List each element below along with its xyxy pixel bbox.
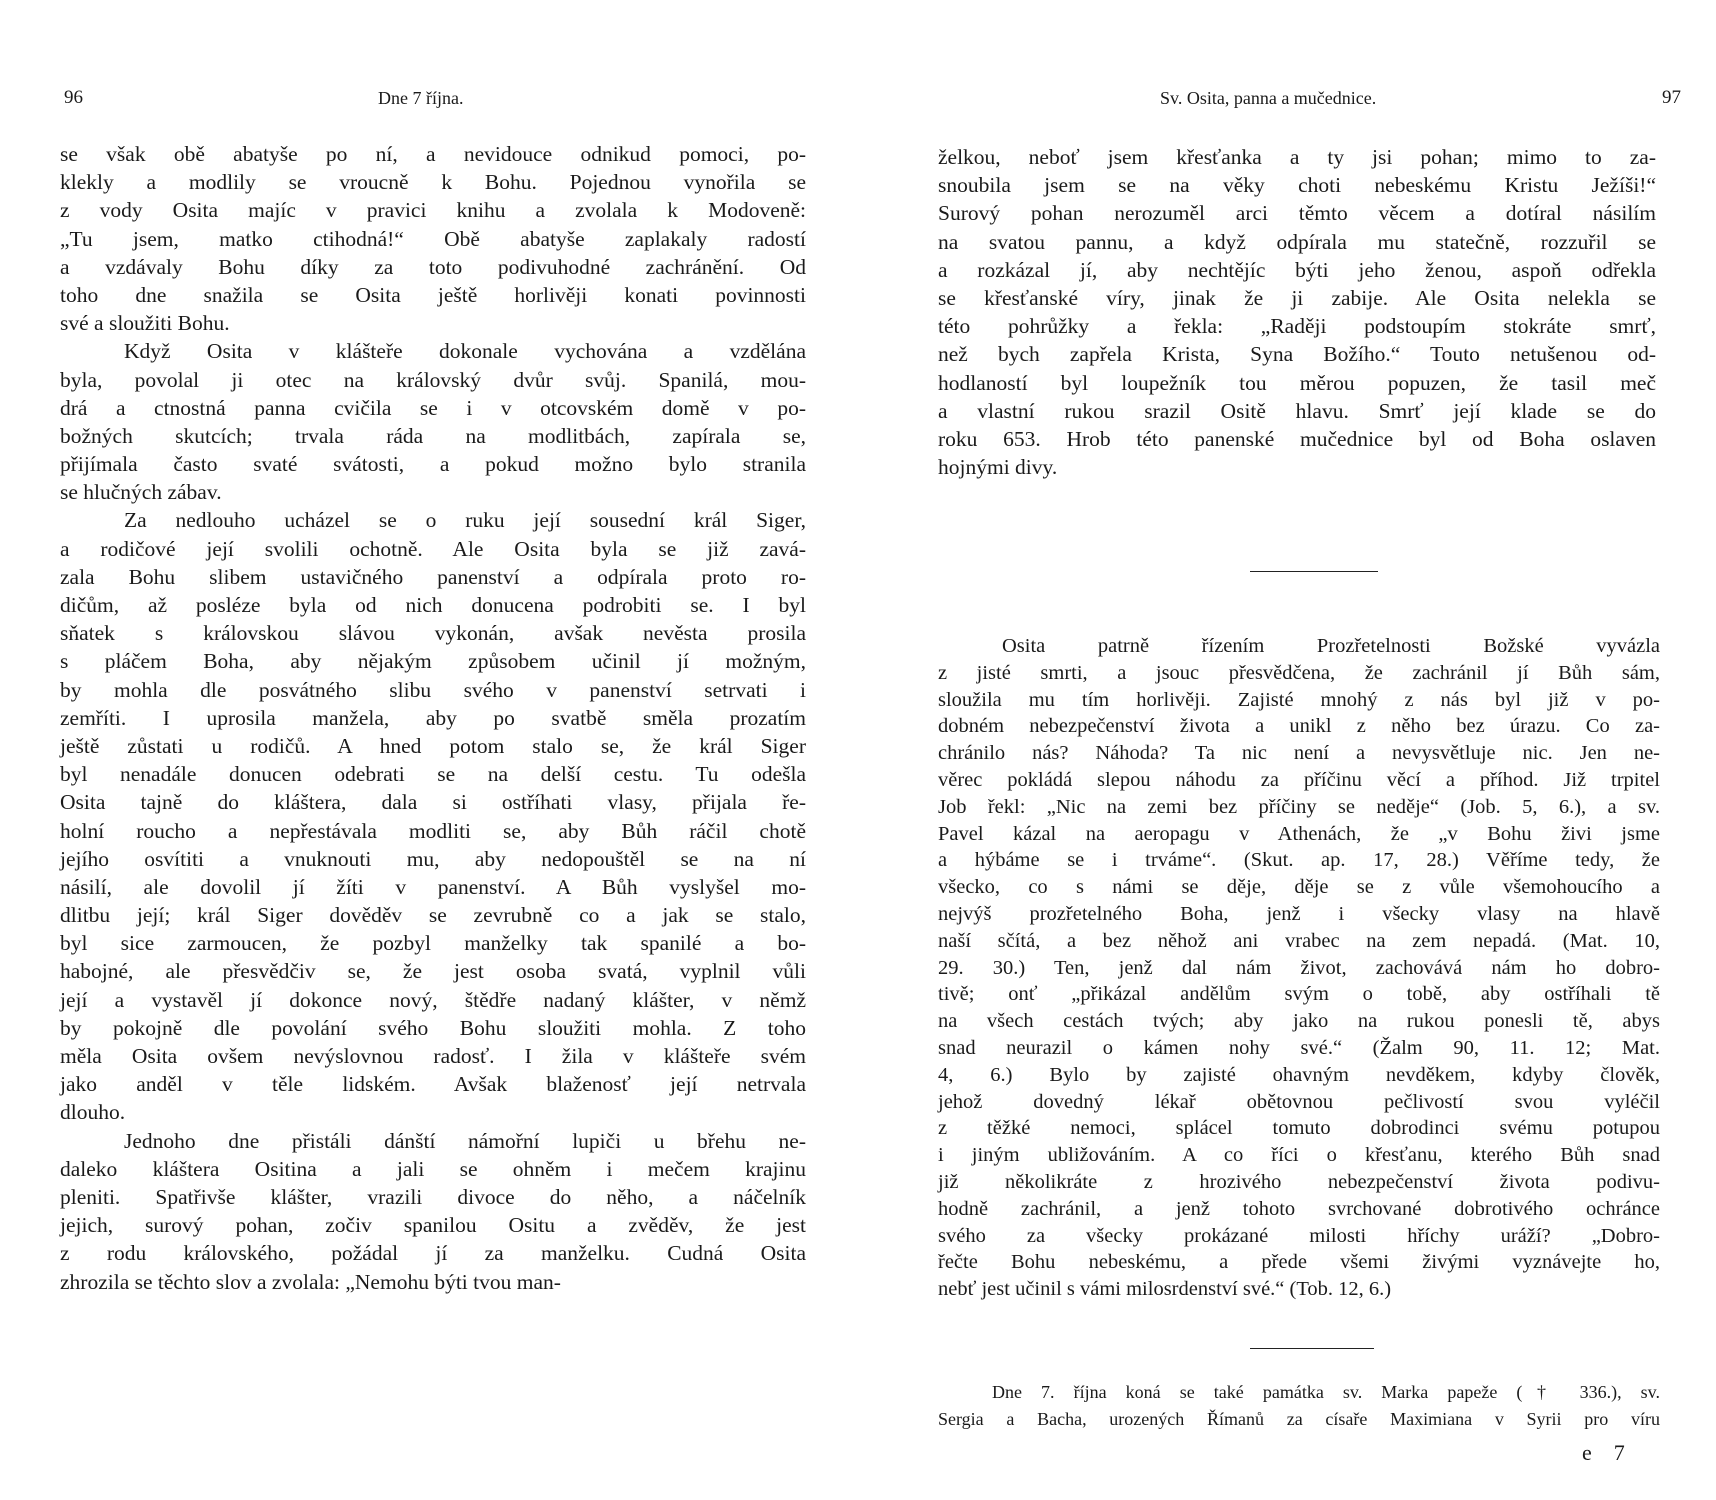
text-line: násilí, ale dovolil jí žíti v panenství. A Bůh vyslyšel mo- xyxy=(60,874,806,899)
text-line: s pláčem Boha, aby nějakým způsobem učinil jí možným, xyxy=(60,649,806,674)
text-line: Sergia a Bacha, urozených Římanů za císaře Maximiana v Syrii pro víru xyxy=(938,1409,1660,1429)
text-line: drá a ctnostná panna cvičila se i v otcovském domě v po- xyxy=(60,395,806,420)
text-line: toho dne snažila se Osita ještě horlivěji konati povinnosti xyxy=(60,282,806,307)
text-line: jehož dovedný lékař obětovnou pečlivostí svou vyléčil xyxy=(938,1090,1660,1113)
text-line: své a sloužiti Bohu. xyxy=(60,311,230,336)
text-line: klekly a modlily se vroucně k Bohu. Pojednou vynořila se xyxy=(60,170,806,195)
text-line: snad neurazil o kámen nohy své.“ (Žalm 90, 11. 12; Mat. xyxy=(938,1036,1660,1059)
text-line: roku 653. Hrob této panenské mučednice byl od Boha oslaven xyxy=(938,426,1656,451)
text-line: Osita patrně řízením Prozřetelnosti Božské vyvázla xyxy=(1002,635,1660,657)
text-line: jejího osvítiti a vnuknouti mu, aby nedopouštěl se na ní xyxy=(60,846,806,871)
text-line: Dne 7. října koná se také památka sv. Marka papeže († 336.), sv. xyxy=(992,1382,1660,1402)
text-line: 29. 30.) Ten, jenž dal nám život, zachovává nám ho dobro- xyxy=(938,956,1660,979)
text-line: byl nenadále donucen odebrati se na delší cestu. Tu odešla xyxy=(60,762,806,787)
text-line: z jisté smrti, a jsouc přesvědčena, že zachránil jí Bůh sám, xyxy=(938,661,1660,684)
text-line: zhrozila se těchto slov a zvolala: „Nemohu býti tvou man- xyxy=(60,1269,561,1294)
text-line: by pokojně dle povolání svého Bohu sloužiti mohla. Z toho xyxy=(60,1015,806,1040)
text-line: habojné, ale přesvědčiv se, že jest osoba svatá, vyplnil vůli xyxy=(60,959,806,984)
text-line: sňatek s královskou slávou vykonán, avšak nevěsta prosila xyxy=(60,621,806,646)
text-line: Když Osita v klášteře dokonale vychována a vzdělána xyxy=(124,339,806,364)
text-line: jejich, surový pohan, zočiv spanilou Ositu a zvěděv, že jest xyxy=(60,1213,806,1238)
text-line: na všech cestách tvých; aby jako na rukou ponesli tě, abys xyxy=(938,1010,1660,1033)
running-head-left: Dne 7 října. xyxy=(378,88,464,108)
text-line: této pohrůžky a řekla: „Raději podstoupím stokráte smrť, xyxy=(938,314,1656,339)
text-line: Pavel kázal na aeropagu v Athenách, že „v Bohu živi jsme xyxy=(938,822,1660,845)
text-line: ještě zůstati u rodičů. A hned potom stalo se, že král Siger xyxy=(60,733,806,758)
text-line: jako anděl v těle lidském. Avšak blaženosť její netrvala xyxy=(60,1072,806,1097)
text-line: dlouho. xyxy=(60,1100,126,1125)
text-line: Za nedlouho ucházel se o ruku její sousední král Siger, xyxy=(124,508,806,533)
text-line: a rozkázal jí, aby nechtějíc býti jeho ženou, aspoň odřekla xyxy=(938,257,1656,282)
text-line: svého za všecky prokázané milosti hříchy uráží? „Dobro- xyxy=(938,1224,1660,1247)
text-line: Job řekl: „Nic na zemi bez příčiny se neděje“ (Job. 5, 6.), a sv. xyxy=(938,795,1660,818)
text-line: z těžké nemoci, splácel tomuto dobrodinci svému potupou xyxy=(938,1117,1660,1140)
text-line: byla, povolal ji otec na královský dvůr svůj. Spanilá, mou- xyxy=(60,367,806,392)
text-line: naší sčítá, a bez něhož ani vrabec na zem nepadá. (Mat. 10, xyxy=(938,929,1660,952)
section-divider-bottom xyxy=(1250,1348,1374,1349)
text-line: věrec pokládá slepou náhodu za příčinu věcí a příhod. Již trpitel xyxy=(938,768,1660,791)
text-line: hodně zachránil, a jenž tohoto svrchované dobrotivého ochránce xyxy=(938,1197,1660,1220)
text-line: již několikráte z hrozivého nebezpečenství života podivu- xyxy=(938,1170,1660,1193)
text-line: přijímala často svaté svátosti, a pokud možno bylo stranila xyxy=(60,452,806,477)
text-line: na svatou pannu, a když odpírala mu statečně, rozzuřil se xyxy=(938,229,1656,254)
text-line: daleko kláštera Ositina a jali se ohněm i mečem krajinu xyxy=(60,1156,806,1181)
text-line: a vlastní rukou srazil Ositě hlavu. Smrť její klade se do xyxy=(938,398,1656,423)
text-line: a vzdávaly Bohu díky za toto podivuhodné zachránění. Od xyxy=(60,254,806,279)
text-line: želkou, neboť jsem křesťanka a ty jsi pohan; mimo to za- xyxy=(938,145,1656,169)
left-body-text xyxy=(60,140,806,1296)
text-line: by mohla dle posvátného slibu svého v panenství setrvati i xyxy=(60,677,806,702)
text-line: dlitbu její; král Siger dověděv se zevrubně co a jak se stalo, xyxy=(60,903,806,928)
text-line: i jiným ubližováním. A co říci o křesťanu, kterého Bůh snad xyxy=(938,1144,1660,1167)
text-line: chránilo nás? Náhoda? Ta nic není a nevysvětluje nic. Jen ne- xyxy=(938,742,1660,765)
text-line: „Tu jsem, matko ctihodná!“ Obě abatyše zaplakaly radostí xyxy=(60,226,806,251)
text-line: se však obě abatyše po ní, a nevidouce odnikud pomoci, po- xyxy=(60,142,806,166)
text-line: a rodičové její svolili ochotně. Ale Osita byla se již zavá- xyxy=(60,536,806,561)
page-number-right: 97 xyxy=(1662,87,1681,108)
text-line: Surový pohan nerozuměl arci těmto věcem a dotíral násilím xyxy=(938,201,1656,226)
text-line: dičům, až posléze byla od nich donucena podrobiti se. I byl xyxy=(60,593,806,617)
text-line: zemříti. I uprosila manžela, aby po svatbě směla prozatím xyxy=(60,705,806,730)
text-line: dobném nebezpečenství života a unikl z něho bez úrazu. Co za- xyxy=(938,715,1660,738)
text-line: Jednoho dne přistáli dánští námořní lupiči u břehu ne- xyxy=(124,1128,806,1153)
right-body-text xyxy=(938,143,1656,481)
text-line: nejvýš prozřetelného Boha, jenž i všecky vlasy na hlavě xyxy=(938,902,1660,925)
text-line: řečte Bohu nebeskému, a přede všemi živými vyznávejte ho, xyxy=(938,1251,1660,1274)
text-line: z vody Osita majíc v pravici knihu a zvolala k Modoveně: xyxy=(60,198,806,223)
text-line: nebť jest učinil s vámi milosrdenství své.“ (Tob. 12, 6.) xyxy=(938,1278,1392,1301)
text-line: se hlučných zábav. xyxy=(60,480,222,505)
signature-mark: e 7 xyxy=(1582,1440,1625,1465)
footnote xyxy=(938,1379,1660,1433)
text-line: holní roucho a nepřestávala modliti se, aby Bůh ráčil chotě xyxy=(60,818,806,843)
text-line: zala Bohu slibem ustavičného panenství a odpírala proto ro- xyxy=(60,564,806,589)
right-page xyxy=(858,0,1716,1500)
running-head-right: Sv. Osita, panna a mučednice. xyxy=(1160,88,1377,108)
text-line: a hýbáme se i trváme“. (Skut. ap. 17, 28.) Věříme tedy, že xyxy=(938,849,1660,872)
text-line: 4, 6.) Bylo by zajisté ohavným nevděkem, kdyby člověk, xyxy=(938,1063,1660,1086)
text-line: všecko, co s námi se děje, děje se z vůle všemohoucího a xyxy=(938,876,1660,899)
meditation-text xyxy=(938,633,1660,1303)
text-line: než bych zapřela Krista, Syna Božího.“ Touto netušenou od- xyxy=(938,342,1656,367)
text-line: pleniti. Spatřivše klášter, vrazili divoce do něho, a náčelník xyxy=(60,1184,806,1209)
text-line: z rodu královského, požádal jí za manželku. Cudná Osita xyxy=(60,1241,806,1266)
text-line: božných skutcích; trvala ráda na modlitbách, zapírala se, xyxy=(60,423,806,448)
text-line: sloužila mu tím horlivěji. Zajisté mnohý z nás byl již v po- xyxy=(938,688,1660,711)
text-line: hojnými divy. xyxy=(938,455,1058,480)
section-divider-top xyxy=(1250,571,1378,572)
text-line: Osita tajně do kláštera, dala si ostříhati vlasy, přijala ře- xyxy=(60,790,806,815)
text-line: snoubila jsem se na věky choti nebeskému Kristu Ježíši!“ xyxy=(938,173,1656,198)
text-line: byl sice zarmoucen, že pozbyl manželky tak spanilé a bo- xyxy=(60,931,806,956)
text-line: hodlaností byl loupežník tou měrou popuzen, že tasil meč xyxy=(938,370,1656,395)
text-line: její a vystavěl jí dokonce nový, štědře nadaný klášter, v němž xyxy=(60,987,806,1012)
text-line: se křesťanské víry, jinak že ji zabije. Ale Osita nelekla se xyxy=(938,285,1656,310)
text-line: měla Osita ovšem nevýslovnou radosť. I žila v klášteře svém xyxy=(60,1044,806,1068)
page-number-left: 96 xyxy=(64,87,83,108)
text-line: tivě; onť „přikázal andělům svým o tobě, aby ostříhali tě xyxy=(938,983,1660,1006)
